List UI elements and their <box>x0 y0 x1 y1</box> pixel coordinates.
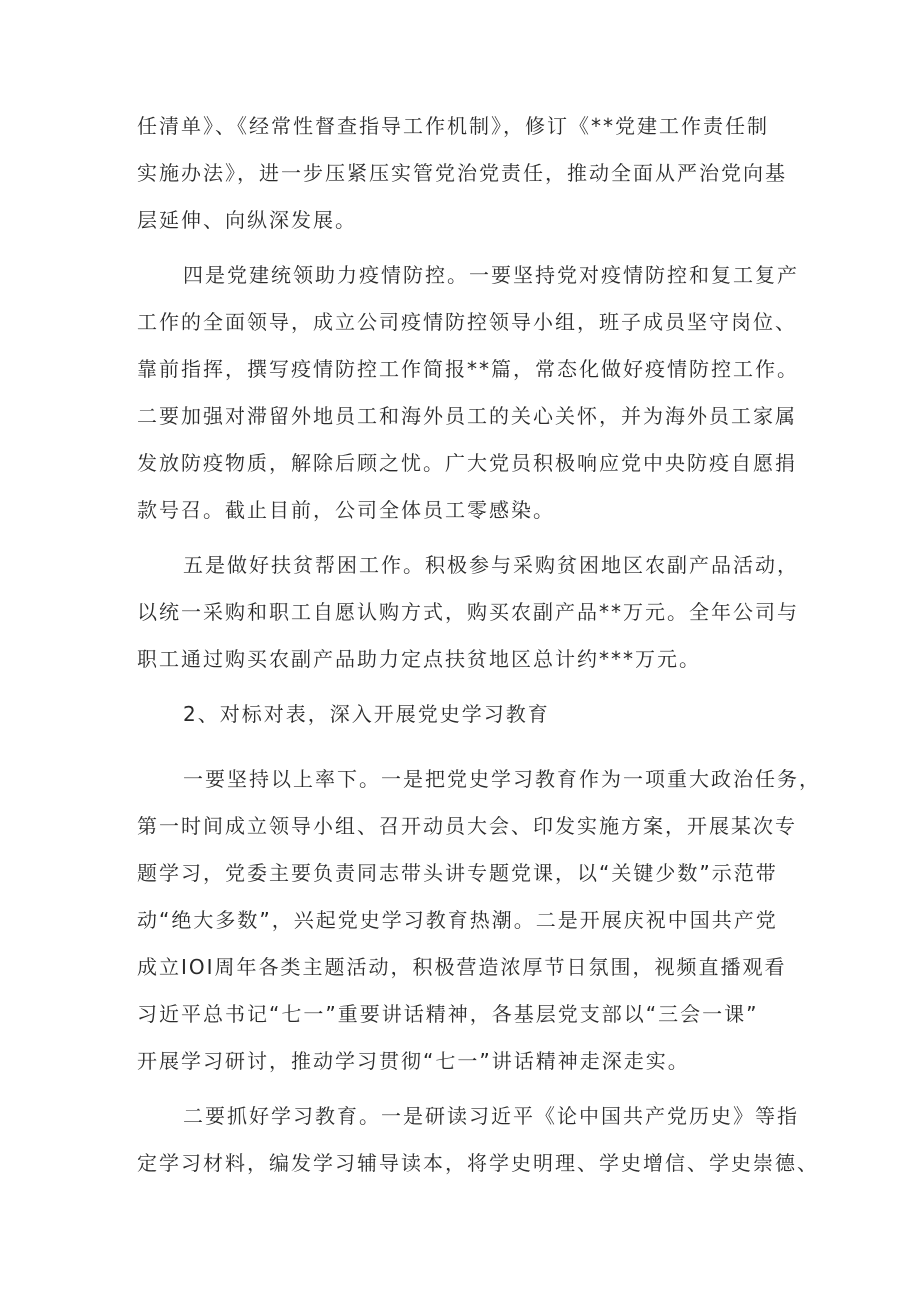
text-line: 工作的全面领导，成立公司疫情防控领导小组，班子成员坚守岗位、 <box>137 310 797 334</box>
text-line: 习近平总书记“七一”重要讲话精神，各基层党支部以“三会一课” <box>137 1002 759 1026</box>
text-line: 成立IOI周年各类主题活动，积极营造浓厚节日氛围，视频直播观看 <box>137 955 787 979</box>
text-line: 定学习材料，编发学习辅导读本，将学史明理、学史增信、学史崇德、 <box>137 1151 819 1175</box>
text-line: 发放防疫物质，解除后顾之忧。广大党员积极响应党中央防疫自愿捐 <box>137 451 797 475</box>
text-line: 二要加强对滞留外地员工和海外员工的关心关怀，并为海外员工家属 <box>137 404 797 428</box>
text-line: 任清单》、《经常性督查指导工作机制》，修订《**党建工作责任制 <box>137 114 769 138</box>
paragraph-first-line: 二要抓好学习教育。一是研读习近平《论中国共产党历史》等指 <box>183 1104 799 1128</box>
text-line: 层延伸、向纵深发展。 <box>137 208 357 232</box>
text-line: 职工通过购买农副产品助力定点扶贫地区总计约***万元。 <box>137 647 701 671</box>
text-line: 靠前指挥，撰写疫情防控工作简报**篇，常态化做好疫情防控工作。 <box>137 357 799 381</box>
text-line: 以统一采购和职工自愿认购方式，购买农副产品**万元。全年公司与 <box>137 600 799 624</box>
text-line: 第一时间成立领导小组、召开动员大会、印发实施方案，开展某次专 <box>137 814 797 838</box>
section-heading: 2、对标对表，深入开展党史学习教育 <box>183 702 550 726</box>
text-line: 题学习，党委主要负责同志带头讲专题党课，以“关键少数”示范带 <box>137 861 778 885</box>
text-line: 开展学习研讨，推动学习贯彻“七一”讲话精神走深走实。 <box>137 1049 690 1073</box>
text-line: 动“绝大多数”，兴起党史学习教育热潮。二是开展庆祝中国共产党 <box>137 908 778 932</box>
text-line: 实施办法》，进一步压紧压实管党治党责任，推动全面从严治党向基 <box>137 161 787 185</box>
text-line: 款号召。截止目前，公司全体员工零感染。 <box>137 498 555 522</box>
paragraph-first-line: 一要坚持以上率下。一是把党史学习教育作为一项重大政治任务， <box>183 767 821 791</box>
paragraph-first-line: 五是做好扶贫帮困工作。积极参与采购贫困地区农副产品活动， <box>183 553 799 577</box>
paragraph-first-line: 四是党建统领助力疫情防控。一要坚持党对疫情防控和复工复产 <box>183 263 799 287</box>
